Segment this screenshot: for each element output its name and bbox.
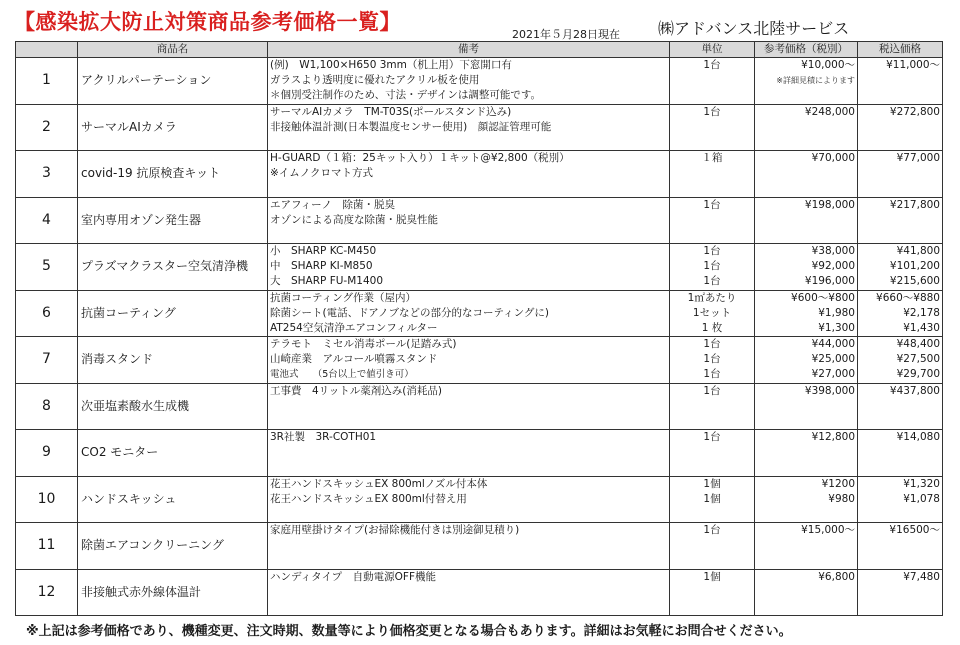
tax-cell xyxy=(858,523,943,570)
unit-line: 1個 xyxy=(703,492,721,505)
tax-line: ¥27,500 xyxy=(896,353,940,365)
row-number: 7 xyxy=(16,337,78,384)
unit-line: 1台 xyxy=(703,260,721,272)
remarks-line: 家庭用壁掛けタイプ(お掃除機能付きは別途御見積り) xyxy=(270,524,520,536)
remarks-line xyxy=(268,399,669,414)
remarks-line xyxy=(268,507,669,522)
tax-cell xyxy=(858,244,943,291)
price-line xyxy=(755,181,857,196)
unit-line xyxy=(670,460,754,475)
unit-line: 1台 xyxy=(703,524,721,536)
remarks-line: 小 SHARP KC-M450 xyxy=(270,245,377,257)
price-line xyxy=(755,166,857,181)
row-number: 4 xyxy=(16,197,78,244)
product-name: 除菌エアコンクリーニング xyxy=(78,523,268,570)
price-line xyxy=(755,538,857,553)
tax-cell xyxy=(858,430,943,477)
price-line: ¥600～¥800 xyxy=(791,291,855,304)
unit-line: 1 枚 xyxy=(701,321,723,334)
row-number: 5 xyxy=(16,244,78,291)
remarks-cell xyxy=(268,476,670,523)
remarks-cell xyxy=(268,383,670,430)
table-row xyxy=(16,569,943,616)
price-cell xyxy=(755,523,858,570)
price-line: ¥1,980 xyxy=(818,306,855,319)
price-line xyxy=(755,507,857,522)
tax-cell xyxy=(858,151,943,198)
price-line xyxy=(755,460,857,475)
tax-line xyxy=(858,600,942,615)
remarks-line: 3R社製 3R-COTH01 xyxy=(270,431,377,443)
unit-line: 1㎡あたり xyxy=(687,291,737,304)
unit-cell xyxy=(670,58,755,105)
table-row xyxy=(16,151,943,198)
unit-line xyxy=(670,181,754,196)
tax-line xyxy=(858,399,942,414)
unit-line: 1台 xyxy=(703,353,721,365)
tax-line: ¥1,320 xyxy=(903,477,940,490)
product-name: covid-19 抗原検査キット xyxy=(78,151,268,198)
tax-line: ¥11,000～ xyxy=(886,59,940,71)
tax-line xyxy=(858,73,942,88)
remarks-line: テラモト ミセル消毒ポール(足踏み式) xyxy=(270,338,457,350)
unit-cell xyxy=(670,569,755,616)
tax-line: ¥2,178 xyxy=(903,306,940,319)
remarks-cell xyxy=(268,430,670,477)
page-title: 【感染拡大防止対策商品参考価格一覧】 xyxy=(14,10,401,34)
price-line xyxy=(755,445,857,460)
remarks-cell xyxy=(268,569,670,616)
col-header-price: 参考価格（税別） xyxy=(755,42,858,58)
unit-line: 1台 xyxy=(703,245,721,257)
table-row xyxy=(16,523,943,570)
tax-line xyxy=(858,228,942,243)
tax-line xyxy=(858,88,942,103)
price-line: ¥248,000 xyxy=(804,105,855,118)
unit-line: 1台 xyxy=(703,105,721,118)
price-line xyxy=(755,585,857,600)
unit-line: 1台 xyxy=(703,338,721,350)
price-line: ¥1,300 xyxy=(818,321,855,334)
tax-line xyxy=(858,538,942,553)
product-name: CO2 モニター xyxy=(78,430,268,477)
table-row xyxy=(16,430,943,477)
remarks-cell xyxy=(268,151,670,198)
remarks-line xyxy=(268,600,669,615)
tax-line xyxy=(858,553,942,568)
unit-cell xyxy=(670,104,755,151)
unit-line xyxy=(670,553,754,568)
price-line: ※詳細見積によります xyxy=(776,76,855,85)
remarks-cell xyxy=(268,58,670,105)
unit-line xyxy=(670,88,754,103)
price-line xyxy=(755,213,857,228)
tax-cell xyxy=(858,337,943,384)
remarks-line: ＊個別受注制作のため、寸法・デザインは調整可能です。 xyxy=(270,89,542,101)
row-number: 1 xyxy=(16,58,78,105)
unit-cell xyxy=(670,430,755,477)
price-table xyxy=(15,41,943,616)
price-line xyxy=(755,88,857,103)
remarks-line: サーマルAIカメラ TM-T03S(ポールスタンド込み) xyxy=(270,105,512,118)
remarks-line xyxy=(268,585,669,600)
unit-line xyxy=(670,135,754,150)
tax-line: ¥215,600 xyxy=(889,275,940,287)
remarks-cell xyxy=(268,290,670,337)
remarks-line: 非接触体温計測(日本製温度センサー使用) 顔認証管理可能 xyxy=(270,120,552,133)
price-line xyxy=(755,120,857,135)
as-of-date: 2021年５月28日現在 xyxy=(512,28,620,41)
remarks-line xyxy=(268,553,669,568)
unit-cell xyxy=(670,523,755,570)
row-number: 6 xyxy=(16,290,78,337)
tax-cell xyxy=(858,290,943,337)
unit-cell xyxy=(670,337,755,384)
remarks-line xyxy=(268,135,669,150)
tax-line xyxy=(858,166,942,181)
unit-cell xyxy=(670,151,755,198)
tax-cell xyxy=(858,383,943,430)
row-number: 12 xyxy=(16,569,78,616)
tax-line: ¥77,000 xyxy=(896,152,940,164)
row-number: 8 xyxy=(16,383,78,430)
tax-line xyxy=(858,507,942,522)
remarks-line: 電池式 （5台以上で値引き可） xyxy=(270,369,414,380)
unit-cell xyxy=(670,197,755,244)
price-line: ¥198,000 xyxy=(804,198,855,211)
tax-line: ¥101,200 xyxy=(889,260,940,272)
product-name: プラズマクラスター空気清浄機 xyxy=(78,244,268,291)
unit-line: 1台 xyxy=(703,198,721,211)
tax-line: ¥29,700 xyxy=(896,368,940,380)
remarks-cell xyxy=(268,244,670,291)
unit-line xyxy=(670,414,754,429)
unit-line: 1台 xyxy=(703,368,721,380)
price-line xyxy=(755,414,857,429)
footer-note: ※上記は参考価格であり、機種変更、注文時期、数量等により価格変更となる場合もあります。詳細はお気軽にお問合せください。 xyxy=(26,624,792,639)
unit-line: 1個 xyxy=(703,570,721,583)
table-row xyxy=(16,337,943,384)
unit-cell xyxy=(670,383,755,430)
tax-line: ¥41,800 xyxy=(896,245,940,257)
price-cell xyxy=(755,58,858,105)
unit-cell xyxy=(670,476,755,523)
price-line xyxy=(755,228,857,243)
table-row xyxy=(16,104,943,151)
remarks-cell xyxy=(268,104,670,151)
col-header-no xyxy=(16,42,78,58)
unit-line xyxy=(670,228,754,243)
tax-line: ¥14,080 xyxy=(896,431,940,443)
table-row xyxy=(16,58,943,105)
row-number: 2 xyxy=(16,104,78,151)
unit-line xyxy=(670,399,754,414)
unit-line: 1台 xyxy=(703,431,721,443)
product-name: サーマルAIカメラ xyxy=(78,104,268,151)
remarks-line: 山崎産業 アルコール噴霧スタンド xyxy=(270,353,438,365)
product-name: 抗菌コーティング xyxy=(78,290,268,337)
tax-cell xyxy=(858,104,943,151)
unit-line xyxy=(670,73,754,88)
unit-cell xyxy=(670,244,755,291)
remarks-line xyxy=(268,460,669,475)
price-line: ¥10,000～ xyxy=(801,59,855,71)
col-header-unit: 単位 xyxy=(670,42,755,58)
unit-line: １箱 xyxy=(701,152,723,164)
tax-cell xyxy=(858,197,943,244)
table-row xyxy=(16,244,943,291)
remarks-line: ※イムノクロマト方式 xyxy=(270,167,373,179)
remarks-line: エアフィーノ 除菌・脱臭 xyxy=(270,198,395,211)
tax-line xyxy=(858,414,942,429)
tax-line: ¥1,078 xyxy=(903,492,940,505)
col-header-name: 商品名 xyxy=(78,42,268,58)
remarks-line: オゾンによる高度な除菌・脱臭性能 xyxy=(270,213,438,226)
tax-line: ¥660～¥880 xyxy=(876,291,940,304)
unit-line: 1個 xyxy=(703,477,721,490)
row-number: 10 xyxy=(16,476,78,523)
remarks-line: 中 SHARP KI-M850 xyxy=(270,260,373,272)
price-cell xyxy=(755,476,858,523)
price-line: ¥1200 xyxy=(821,477,855,490)
price-line xyxy=(755,399,857,414)
unit-line xyxy=(670,166,754,181)
row-number: 9 xyxy=(16,430,78,477)
remarks-line xyxy=(268,414,669,429)
price-line: ¥70,000 xyxy=(811,152,855,164)
price-line: ¥980 xyxy=(828,492,855,505)
tax-line: ¥217,800 xyxy=(889,198,940,211)
price-cell xyxy=(755,151,858,198)
unit-line: 1台 xyxy=(703,384,721,397)
table-row xyxy=(16,290,943,337)
company-name: ㈱アドバンス北陸サービス xyxy=(658,19,850,38)
tax-line: ¥16500～ xyxy=(889,524,940,536)
price-line: ¥6,800 xyxy=(818,570,855,583)
unit-line xyxy=(670,120,754,135)
row-number: 3 xyxy=(16,151,78,198)
remarks-line: (例) W1,100×H650 3mm（机上用）下窓開口有 xyxy=(270,59,512,71)
remarks-cell xyxy=(268,523,670,570)
remarks-cell xyxy=(268,197,670,244)
remarks-cell xyxy=(268,337,670,384)
remarks-line: H-GUARD（１箱：25キット入り）１キット@¥2,800（税別） xyxy=(270,152,570,164)
unit-line xyxy=(670,213,754,228)
remarks-line xyxy=(268,228,669,243)
product-name: 消毒スタンド xyxy=(78,337,268,384)
remarks-line: 抗菌コーティング作業（屋内） xyxy=(270,291,416,304)
table-body xyxy=(16,58,943,616)
remarks-line: 大 SHARP FU-M1400 xyxy=(270,275,384,287)
remarks-line: 工事費 4リットル薬剤込み(消耗品) xyxy=(270,384,442,397)
price-line: ¥25,000 xyxy=(811,353,855,365)
remarks-line xyxy=(268,445,669,460)
tax-line xyxy=(858,585,942,600)
price-cell xyxy=(755,430,858,477)
table-row xyxy=(16,476,943,523)
tax-line xyxy=(858,181,942,196)
price-cell xyxy=(755,197,858,244)
product-name: アクリルパーテーション xyxy=(78,58,268,105)
remarks-line: 花王ハンドスキッシュEX 800mlノズル付本体 xyxy=(270,477,488,490)
remarks-line: ガラスより透明度に優れたアクリル板を使用 xyxy=(270,74,480,86)
remarks-line xyxy=(268,181,669,196)
price-line: ¥196,000 xyxy=(804,275,855,287)
unit-line: 1セット xyxy=(692,306,732,319)
table-row xyxy=(16,383,943,430)
unit-line xyxy=(670,600,754,615)
unit-line: 1台 xyxy=(703,275,721,287)
table-row xyxy=(16,197,943,244)
product-name: 室内専用オゾン発生器 xyxy=(78,197,268,244)
price-line: ¥92,000 xyxy=(811,260,855,272)
unit-line xyxy=(670,445,754,460)
tax-line: ¥437,800 xyxy=(889,384,940,397)
remarks-line: 花王ハンドスキッシュEX 800ml付替え用 xyxy=(270,492,467,505)
tax-cell xyxy=(858,476,943,523)
unit-line xyxy=(670,538,754,553)
table-header-row xyxy=(16,42,943,58)
price-line: ¥15,000～ xyxy=(801,524,855,536)
price-line xyxy=(755,135,857,150)
price-line xyxy=(755,553,857,568)
tax-line xyxy=(858,445,942,460)
price-line: ¥38,000 xyxy=(811,245,855,257)
price-line xyxy=(755,600,857,615)
tax-line: ¥7,480 xyxy=(903,570,940,583)
tax-line: ¥1,430 xyxy=(903,321,940,334)
remarks-line: 除菌シート(電話、ドアノブなどの部分的なコーティングに) xyxy=(270,306,549,319)
tax-line xyxy=(858,213,942,228)
tax-cell xyxy=(858,569,943,616)
product-name: ハンドスキッシュ xyxy=(78,476,268,523)
row-number: 11 xyxy=(16,523,78,570)
unit-cell xyxy=(670,290,755,337)
price-line: ¥398,000 xyxy=(804,384,855,397)
remarks-line xyxy=(268,538,669,553)
price-cell xyxy=(755,244,858,291)
remarks-line: AT254空気清浄エアコンフィルター xyxy=(270,321,438,334)
unit-line: 1台 xyxy=(703,59,721,71)
col-header-remarks: 備考 xyxy=(268,42,670,58)
price-cell xyxy=(755,290,858,337)
tax-line xyxy=(858,135,942,150)
price-line: ¥44,000 xyxy=(811,338,855,350)
tax-line xyxy=(858,460,942,475)
tax-line xyxy=(858,120,942,135)
tax-line: ¥272,800 xyxy=(889,105,940,118)
col-header-tax: 税込価格 xyxy=(858,42,943,58)
price-line: ¥27,000 xyxy=(811,368,855,380)
price-cell xyxy=(755,383,858,430)
price-cell xyxy=(755,337,858,384)
product-name: 非接触式赤外線体温計 xyxy=(78,569,268,616)
price-line: ¥12,800 xyxy=(811,431,855,443)
unit-line xyxy=(670,507,754,522)
price-cell xyxy=(755,569,858,616)
tax-cell xyxy=(858,58,943,105)
tax-line: ¥48,400 xyxy=(896,338,940,350)
unit-line xyxy=(670,585,754,600)
price-cell xyxy=(755,104,858,151)
remarks-line: ハンディタイプ 自動電源OFF機能 xyxy=(270,570,436,583)
product-name: 次亜塩素酸水生成機 xyxy=(78,383,268,430)
